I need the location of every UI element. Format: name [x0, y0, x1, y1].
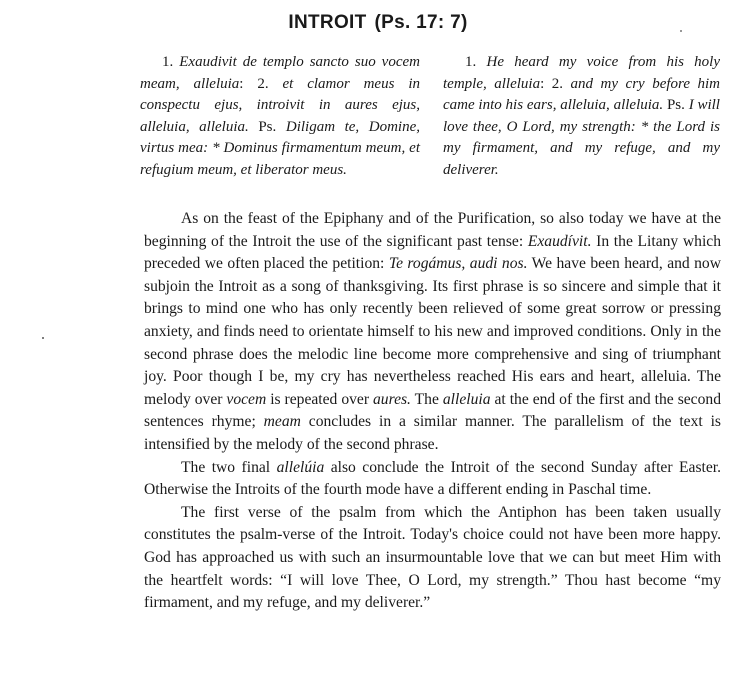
- p1-italic-5: alleluia: [442, 390, 491, 408]
- english-part-2: and my cry before him came into his ears, alleluia, alleluia.: [443, 75, 720, 114]
- p1-italic-2: Te rogámus, audi nos.: [388, 255, 528, 273]
- latin-part-2: et clamor meus in conspectu ejus, introivit in aures ejus, alleluia, alleluia.: [140, 75, 420, 135]
- scan-speck: [680, 30, 682, 32]
- latin-ps: Ps.: [248, 118, 286, 135]
- p1-italic-4: aures.: [372, 390, 411, 408]
- english-num-2: 2.: [551, 75, 571, 92]
- paragraph-1: [144, 208, 721, 457]
- english-ps: Ps.: [663, 97, 689, 114]
- english-sep-1: :: [540, 75, 552, 92]
- p1-text-7: concludes in a similar manner. The parallelism of the text is intensified by the melody of the second phrase.: [144, 413, 721, 453]
- p1-text-4: is repeated over: [266, 390, 373, 408]
- english-part-1: He heard my voice from his holy temple, alleluia: [443, 54, 721, 92]
- english-text: [443, 52, 720, 182]
- margin-speck: [42, 337, 44, 339]
- latin-column: [140, 52, 420, 182]
- title-reference: (Ps. 17: 7): [374, 12, 468, 33]
- p1-text-5: The: [410, 390, 443, 408]
- title-main: INTROIT: [288, 12, 367, 33]
- commentary: [144, 208, 721, 615]
- latin-part-3: Diligam te, Domine, virtus mea: * Dominus firmamentum meum, et refugium meum, et liberator meus.: [140, 118, 421, 178]
- p1-text-6: at the end of the first and the second sentences rhyme;: [144, 390, 721, 431]
- p2-italic-1: allelúia: [276, 458, 325, 476]
- p3-text-1: The first verse of the psalm from which the Antiphon has been taken usually constitutes the psalm-verse of the Introit. Today's choice could not have been more happy. God has approached us with such an insurmountable love that we can but meet Him with the heartfelt words: “I will love Thee, O Lord, my strength.” Thou hast become “my firmament, and my refuge, and my deliverer.”: [144, 503, 721, 612]
- section-title: [0, 12, 756, 34]
- paragraph-2: [144, 457, 721, 502]
- p1-italic-6: meam: [263, 413, 301, 431]
- p1-italic-3: vocem: [226, 390, 267, 408]
- parallel-text: [140, 52, 720, 200]
- p1-text-1: As on the feast of the Epiphany and of the Purification, so also today we have at the beginning of the Introit the use of the significant past tense:: [144, 210, 721, 250]
- latin-part-1: Exaudivit de templo sancto suo vocem meam, alleluia: [140, 54, 420, 92]
- p2-text-2: also conclude the Introit of the second Sunday after Easter. Otherwise the Introits of the fourth mode have a different ending in Paschal time.: [144, 458, 722, 499]
- english-part-3: I will love thee, O Lord, my strength: * the Lord is my firmament, and my refuge, and my deliverer.: [443, 97, 720, 178]
- english-num-1: 1.: [465, 54, 487, 70]
- p1-text-3: We have been heard, and now subjoin the Introit as a song of thanksgiving. Its first phrase is so sincere and simple that it brings to mind one who has only recently been relieved of some great sorrow or pressing anxiety, and finds need to orientate himself to his new and improved conditions. Only in the second phrase does the melodic line become more comprehensive and sing of triumphant joy. Poor though I be, my cry has nevertheless reached His ears and heart, alleluia. The melody over: [144, 255, 721, 408]
- p1-text-2: In the Litany which preceded we often placed the petition:: [144, 232, 721, 273]
- latin-num-2: 2.: [257, 75, 283, 92]
- p2-text-1: The two final: [181, 458, 277, 476]
- english-column: [443, 52, 720, 182]
- latin-num-1: 1.: [162, 54, 180, 70]
- p1-italic-1: Exaudívit.: [527, 232, 592, 250]
- latin-sep-1: :: [239, 75, 258, 92]
- latin-text: [140, 52, 420, 182]
- paragraph-3: [144, 502, 721, 615]
